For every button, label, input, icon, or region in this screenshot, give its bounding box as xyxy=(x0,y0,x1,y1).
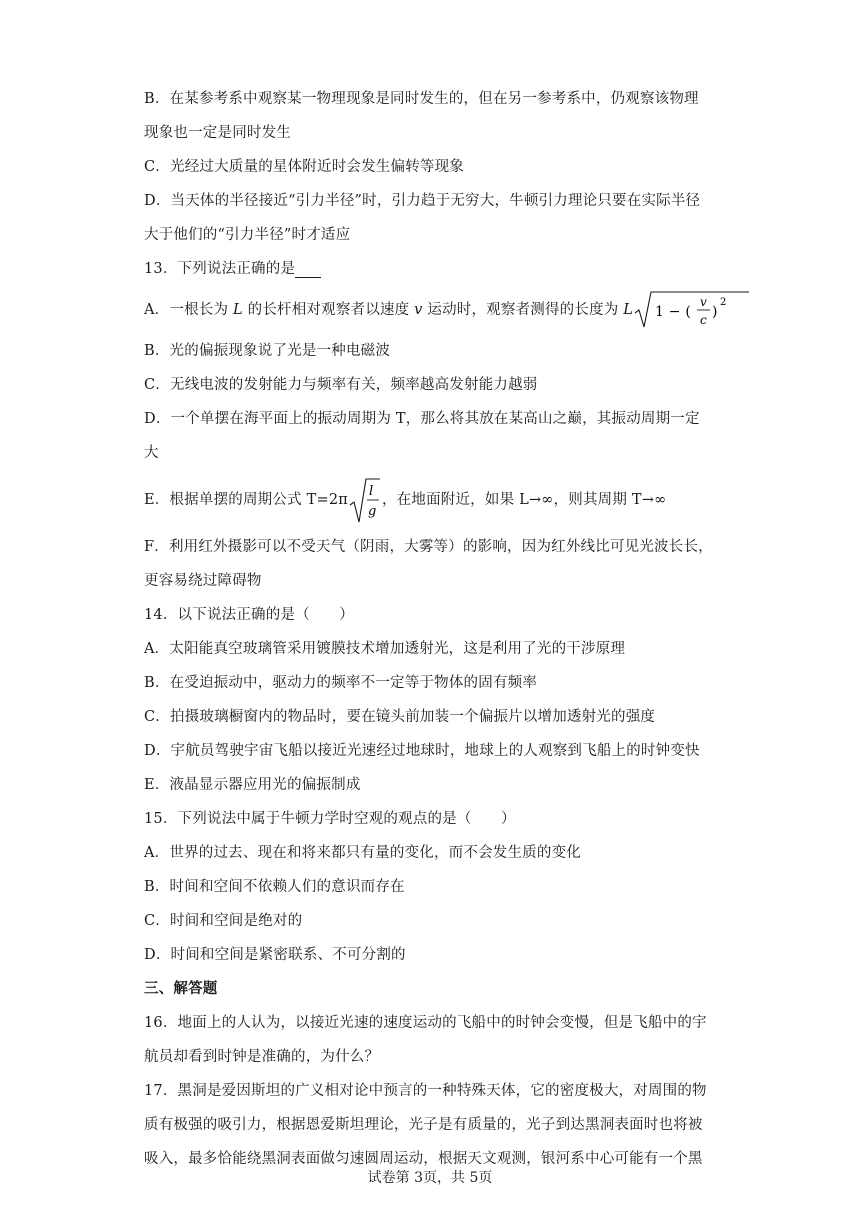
sqrt-formula-svg xyxy=(633,289,751,331)
q13-option-f-line1: F．利用红外摄影可以不受天气（阴雨，大雾等）的影响，因为红外线比可见光波长长， xyxy=(144,539,713,555)
pendulum-den-g: g xyxy=(367,504,377,519)
q13-a-suffix: 运动时，观察者测得的长度为 xyxy=(422,302,624,318)
q13-a-prefix: A．一根长为 xyxy=(144,302,233,318)
q15-option-b: B．时间和空间不依赖人们的意识而存在 xyxy=(144,879,405,895)
q16-line2: 航员却看到时钟是准确的，为什么？ xyxy=(144,1049,380,1065)
q17-line1: 17．黑洞是爱因斯坦的广义相对论中预言的一种特殊天体，它的密度极大，对周围的物 xyxy=(144,1083,707,1099)
sqrt-one-minus: 1 − ( xyxy=(655,304,692,320)
q12-option-d-line2: 大于他们的“引力半径”时才适应 xyxy=(144,227,351,243)
sqrt-num-v: v xyxy=(700,295,708,309)
sqrt-den-c: c xyxy=(700,313,708,327)
page-footer: 试卷第 3页，共 5页 xyxy=(367,1170,493,1186)
q12-option-c: C．光经过大质量的星体附近时会发生偏转等现象 xyxy=(144,159,464,175)
sqrt-exponent: 2 xyxy=(720,297,727,308)
q14-option-a: A．太阳能真空玻璃管采用镀膜技术增加透射光，这是利用了光的干涉原理 xyxy=(144,641,626,657)
sqrt-close-paren: ) xyxy=(712,304,718,320)
q13-option-b: B．光的偏振现象说了光是一种电磁波 xyxy=(144,343,391,359)
pendulum-sqrt-svg xyxy=(348,475,382,525)
q13-stem-text: 13．下列说法正确的是 xyxy=(144,261,296,277)
q16-line1: 16．地面上的人认为，以接近光速的速度运动的飞船中的时钟会变慢，但是飞船中的宇 xyxy=(144,1015,707,1031)
q15-option-c: C．时间和空间是绝对的 xyxy=(144,913,303,929)
q12-option-b-line2: 现象也一定是同时发生 xyxy=(144,125,291,141)
q13-a-var-L2: L xyxy=(623,302,634,318)
q13-option-d-line1: D．一个单摆在海平面上的振动周期为 T，那么将其放在某高山之巅，其振动周期一定 xyxy=(144,411,700,427)
q13-stem xyxy=(144,252,718,286)
q13-option-e xyxy=(144,470,718,530)
q12-option-d-line1: D．当天体的半径接近“引力半径”时，引力趋于无穷大，牛顿引力理论只要在实际半径 xyxy=(144,193,701,209)
q12-option-b-line1: B．在某参考系中观察某一物理现象是同时发生的，但在另一参考系中，仍观察该物理 xyxy=(144,91,699,107)
q13-option-a xyxy=(144,286,727,334)
q14-option-c: C．拍摄玻璃橱窗内的物品时，要在镜头前加装一个偏振片以增加透射光的强度 xyxy=(144,709,656,725)
q13-a-mid: 的长杆相对观察者以速度 xyxy=(242,302,415,318)
q13-e-suffix: ，在地面附近，如果 L→∞，则其周期 T→∞ xyxy=(381,492,667,508)
q14-option-e: E．液晶显示器应用光的偏振制成 xyxy=(144,777,361,793)
q13-option-c: C．无线电波的发射能力与频率有关，频率越高发射能力越弱 xyxy=(144,377,538,393)
pendulum-period-formula xyxy=(348,475,382,525)
q13-option-f-line2: 更容易绕过障碍物 xyxy=(144,573,262,589)
sqrt-radical-sign xyxy=(635,292,749,327)
q17-line2: 质有极强的吸引力，根据恩爱斯坦理论，光子是有质量的，光子到达黑洞表面时也将被 xyxy=(144,1117,703,1133)
exam-page xyxy=(144,82,727,1176)
q14-stem: 14．以下说法正确的是（ ） xyxy=(144,607,354,623)
q14-option-b: B．在受迫振动中，驱动力的频率不一定等于物体的固有频率 xyxy=(144,675,538,691)
pendulum-num-l: l xyxy=(368,484,374,499)
q13-a-var-v: v xyxy=(414,302,423,318)
q17-line3: 吸入，最多恰能绕黑洞表面做匀速圆周运动，根据天文观测，银河系中心可能有一个黑 xyxy=(144,1151,703,1167)
section-title-answer-questions: 三、解答题 xyxy=(144,980,218,997)
q13-a-var-L: L xyxy=(232,302,243,318)
length-contraction-formula xyxy=(633,289,751,331)
q13-answer-blank xyxy=(295,261,321,278)
q15-stem: 15．下列说法中属于牛顿力学时空观的观点的是（ ） xyxy=(144,811,516,827)
q15-option-a: A．世界的过去、现在和将来都只有量的变化，而不会发生质的变化 xyxy=(144,845,581,861)
q15-option-d: D．时间和空间是紧密联系、不可分割的 xyxy=(144,947,406,963)
q14-option-d: D．宇航员驾驶宇宙飞船以接近光速经过地球时，地球上的人观察到飞船上的时钟变快 xyxy=(144,743,700,759)
q13-e-prefix: E．根据单摆的周期公式 T=2π xyxy=(144,492,348,508)
q13-option-d-line2: 大 xyxy=(144,445,159,461)
